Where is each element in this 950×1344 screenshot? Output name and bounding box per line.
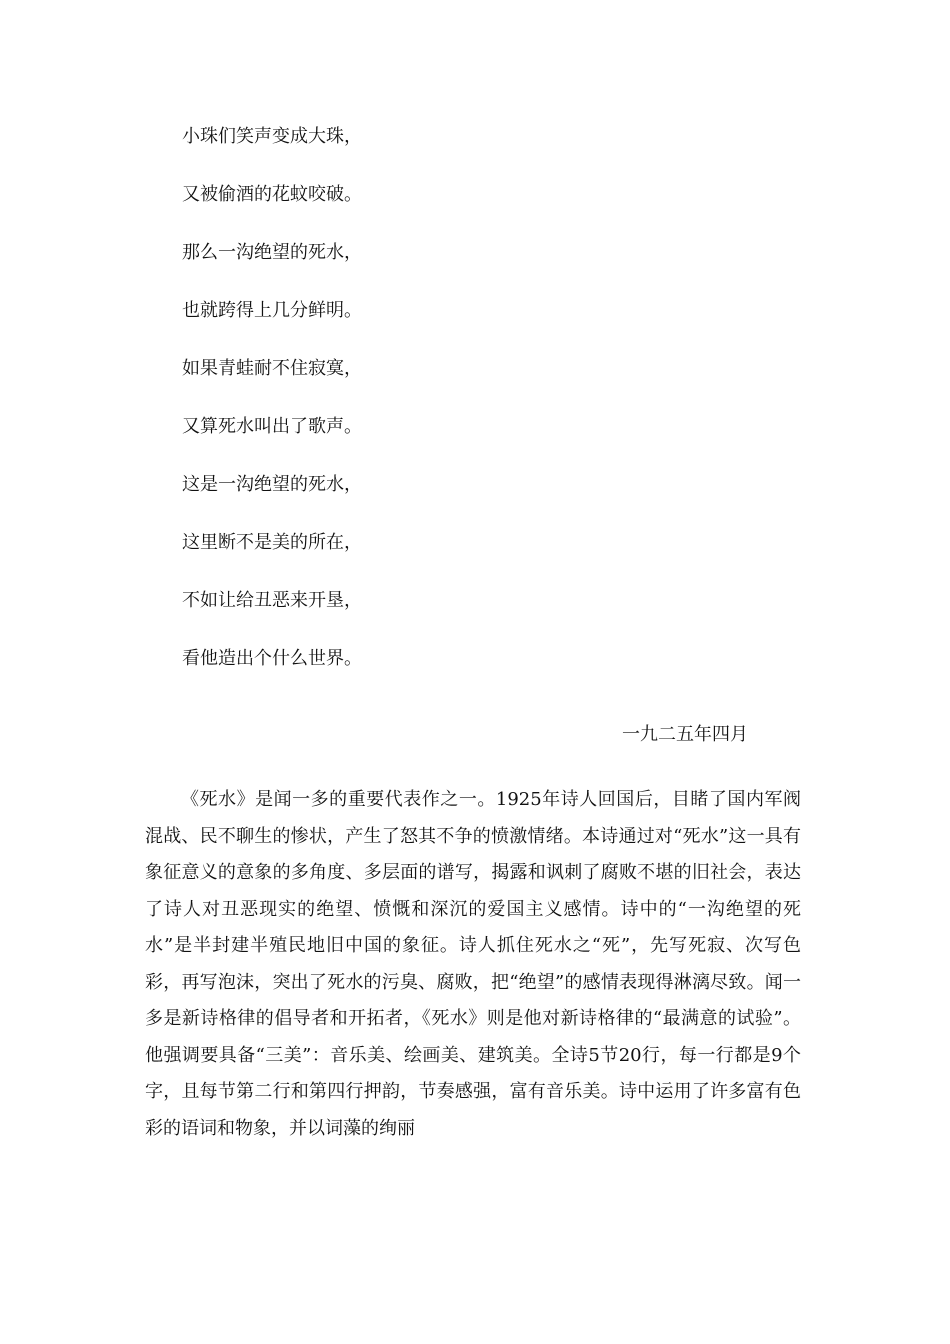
poem-line: 又算死水叫出了歌声。 <box>182 416 362 437</box>
poem-stanza <box>182 124 782 704</box>
poem-line: 也就跨得上几分鲜明。 <box>182 300 362 321</box>
poem-line: 这里断不是美的所在， <box>182 532 362 553</box>
commentary-paragraph: 《死水》是闻一多的重要代表作之一。1925年诗人回国后，目睹了国内军阀混战、民不聊生的惨状，产生了怒其不争的愤激情绪。本诗通过对“死水”这一具有象征意义的意象的多角度、多层面的谱写，揭露和讽刺了腐败不堪的旧社会，表达了诗人对丑恶现实的绝望、愤慨和深沉的爱国主义感情。诗中的“一沟绝望的死水”是半封建半殖民地旧中国的象征。诗人抓住死水之“死”，先写死寂、次写色彩，再写泡沫，突出了死水的污臭、腐败，把“绝望”的感情表现得淋漓尽致。闻一多是新诗格律的倡导者和开拓者，《死水》则是他对新诗格律的“最满意的试验”。他强调要具备“三美”：音乐美、绘画美、建筑美。全诗5节20行，每一行都是9个字，且每节第二行和第四行押韵，节奏感强，富有音乐美。诗中运用了许多富有色彩的语词和物象，并以词藻的绚丽 <box>145 789 801 1139</box>
poem-line: 那么一沟绝望的死水， <box>182 242 362 263</box>
poem-line: 这是一沟绝望的死水， <box>182 474 362 495</box>
poem-line: 看他造出个什么世界。 <box>182 648 362 669</box>
poem-line: 又被偷酒的花蚊咬破。 <box>182 184 362 205</box>
poem-line: 小珠们笑声变成大珠， <box>182 126 362 147</box>
poem-line: 不如让给丑恶来开垦， <box>182 590 362 611</box>
poem-date: 一九二五年四月 <box>622 724 748 745</box>
poem-line: 如果青蛙耐不住寂寞， <box>182 358 362 379</box>
